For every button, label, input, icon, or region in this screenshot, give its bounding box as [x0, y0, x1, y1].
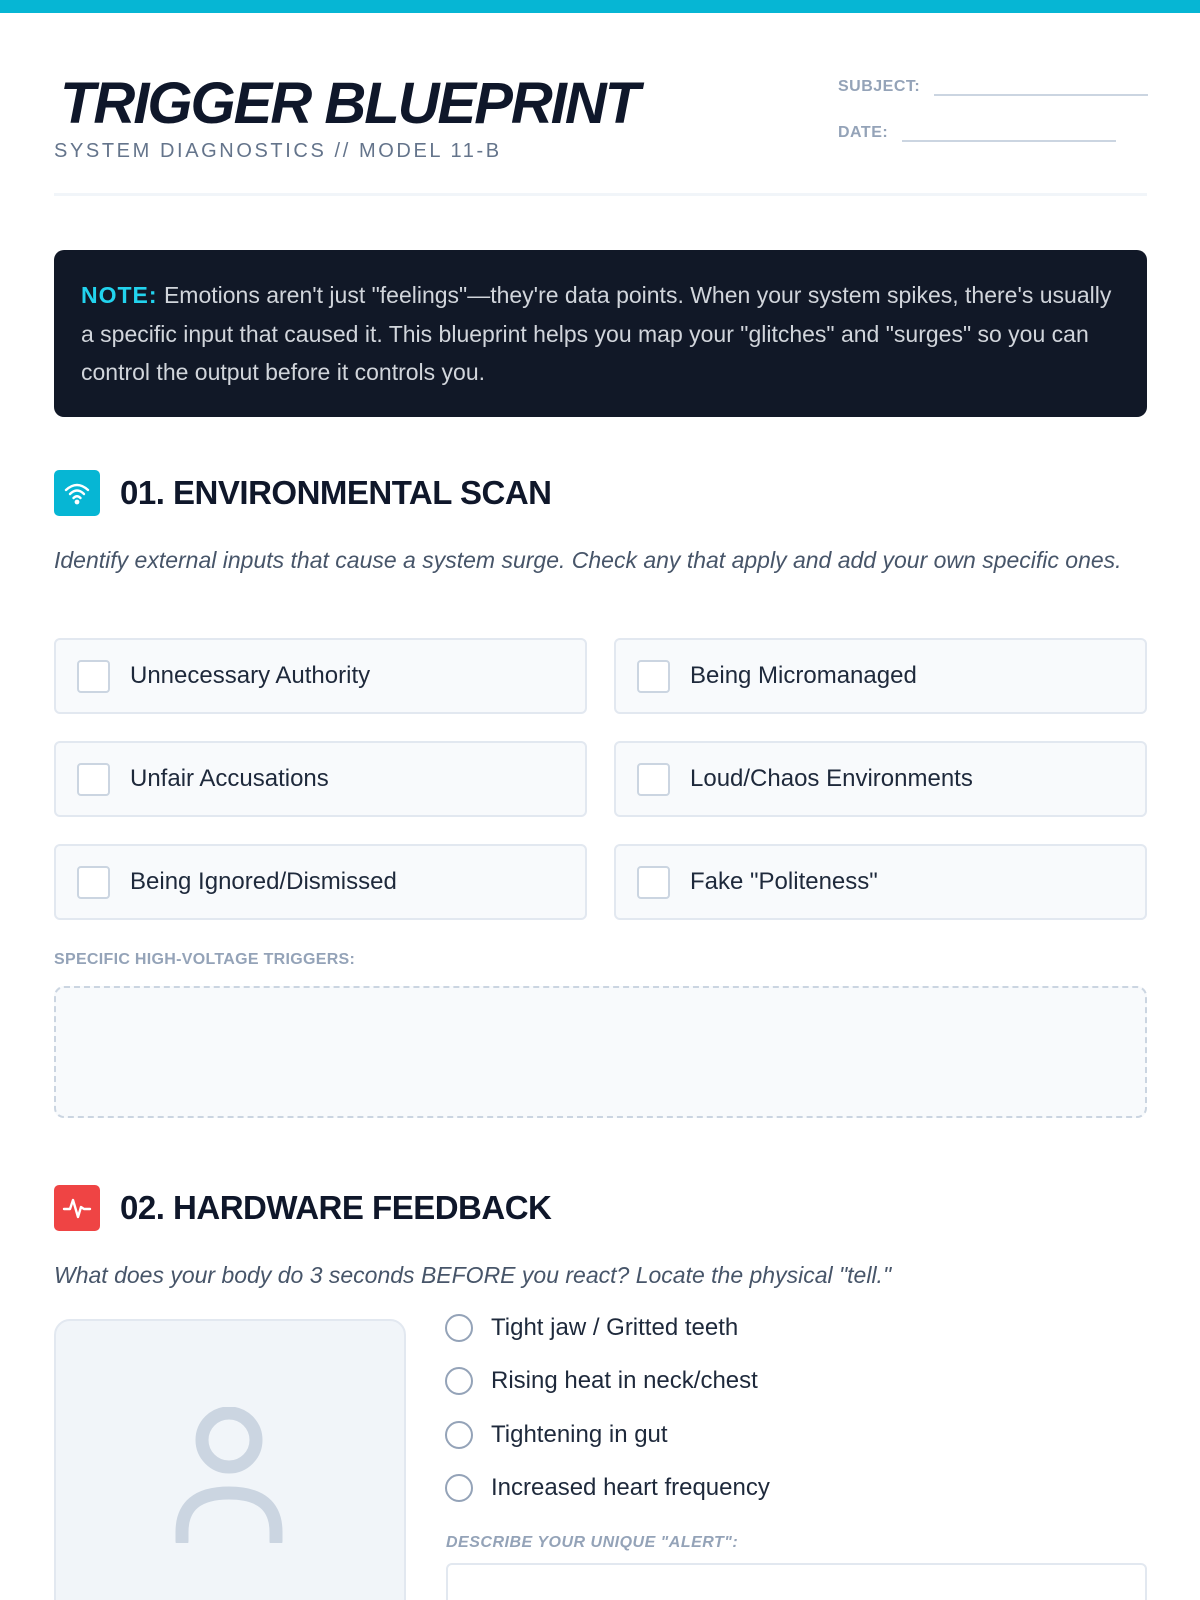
radio-label: Tightening in gut	[491, 1421, 668, 1448]
checklist-label: Loud/Chaos Environments	[690, 765, 973, 792]
checklist-item[interactable]	[614, 741, 1147, 817]
checklist-item[interactable]	[614, 844, 1147, 920]
checkbox[interactable]	[637, 660, 670, 693]
activity-pulse-icon	[54, 1185, 100, 1231]
note-text: Emotions aren't just "feelings"—they're data points. When your system spikes, there's usually a specific input that caused it. This blueprint helps you map your "glitches" and "surges" so you can control the output before it controls you.	[81, 282, 1112, 385]
subject-label: SUBJECT:	[838, 78, 921, 95]
checklist-item[interactable]	[54, 638, 587, 714]
checkbox[interactable]	[637, 763, 670, 796]
checklist-label: Unfair Accusations	[130, 765, 329, 792]
subject-row	[838, 72, 1148, 96]
triggers-field-label: SPECIFIC HIGH-VOLTAGE TRIGGERS:	[54, 951, 356, 968]
date-field[interactable]	[902, 118, 1116, 142]
section-title: 02. HARDWARE FEEDBACK	[120, 1189, 552, 1226]
radio-button[interactable]	[445, 1474, 473, 1502]
radio-label: Rising heat in neck/chest	[491, 1367, 758, 1394]
section-title: 01. ENVIRONMENTAL SCAN	[120, 474, 552, 511]
radio-option[interactable]	[445, 1367, 758, 1395]
checklist-item[interactable]	[54, 741, 587, 817]
checklist-label: Being Ignored/Dismissed	[130, 868, 397, 895]
person-icon	[174, 1407, 284, 1543]
checklist-label: Unnecessary Authority	[130, 662, 371, 689]
checklist-label: Fake "Politeness"	[690, 868, 878, 895]
radio-option[interactable]	[445, 1474, 770, 1502]
checklist-item[interactable]	[614, 638, 1147, 714]
note-label: NOTE:	[81, 282, 158, 308]
body-map-panel[interactable]	[54, 1319, 406, 1600]
checkbox[interactable]	[77, 866, 110, 899]
section-description: Identify external inputs that cause a system surge. Check any that apply and add your own specific ones.	[54, 547, 1122, 573]
checklist-item[interactable]	[54, 844, 587, 920]
page-header	[54, 70, 1147, 196]
checkbox[interactable]	[77, 660, 110, 693]
checklist-label: Being Micromanaged	[690, 662, 917, 689]
page-title: TRIGGER BLUEPRINT	[60, 71, 639, 136]
note-callout	[54, 250, 1147, 417]
subject-field[interactable]	[934, 72, 1148, 96]
radio-option[interactable]	[445, 1314, 738, 1342]
radio-option[interactable]	[445, 1421, 668, 1449]
page-subtitle: SYSTEM DIAGNOSTICS // MODEL 11-B	[54, 140, 502, 162]
date-label: DATE:	[838, 124, 889, 141]
date-row	[838, 118, 1116, 142]
alert-input[interactable]	[446, 1563, 1147, 1600]
section-hardware-feedback-header	[54, 1185, 551, 1231]
alert-field-label: DESCRIBE YOUR UNIQUE "ALERT":	[446, 1534, 739, 1551]
radio-label: Increased heart frequency	[491, 1474, 770, 1501]
radio-label: Tight jaw / Gritted teeth	[491, 1314, 739, 1341]
section-environmental-scan-header	[54, 470, 552, 516]
triggers-textarea[interactable]	[54, 986, 1147, 1118]
wifi-icon	[54, 470, 100, 516]
top-accent-bar	[0, 0, 1200, 13]
radio-button[interactable]	[445, 1367, 473, 1395]
checkbox[interactable]	[637, 866, 670, 899]
radio-button[interactable]	[445, 1314, 473, 1342]
section-description: What does your body do 3 seconds BEFORE you react? Locate the physical "tell."	[54, 1262, 892, 1288]
checkbox[interactable]	[77, 763, 110, 796]
radio-button[interactable]	[445, 1421, 473, 1449]
